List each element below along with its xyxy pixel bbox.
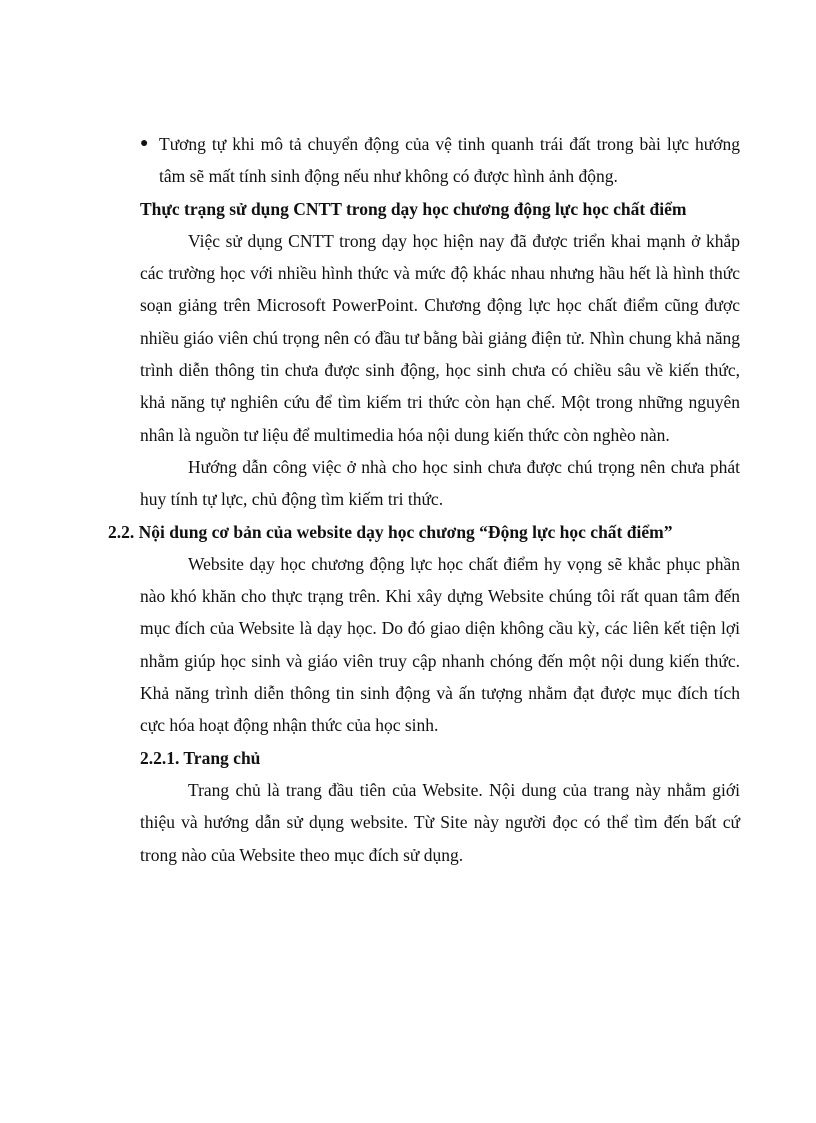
section-heading-2-2: 2.2. Nội dung cơ bản của website dạy học chương “Động lực học chất điểm” — [108, 521, 673, 542]
bullet-dot-icon: ● — [140, 136, 149, 151]
paragraph-cntt-usage: Việc sử dụng CNTT trong dạy học hiện nay đã được triển khai mạnh ở khắp các trường học với nhiều hình thức và mức độ khác nhau nhưng hầu hết là hình thức soạn giảng trên Microsoft PowerPoint. Chương động lực học chất điểm cũng được nhiều giáo viên chú trọng nên có đầu tư bằng bài giảng điện tử. Nhìn chung khả năng trình diễn thông tin chưa được sinh động, học sinh chưa có chiều sâu về kiến thức, khả năng tự nghiên cứu để tìm kiếm tri thức còn hạn chế. Một trong những nguyên nhân là nguồn tư liệu để multimedia hóa nội dung kiến thức còn nghèo nàn. — [140, 230, 740, 445]
document-page — [108, 128, 740, 871]
bullet-item — [140, 128, 740, 193]
bullet-text: Tương tự khi mô tả chuyển động của vệ tinh quanh trái đất trong bài lực hướng tâm sẽ mất tính sinh động nếu như không có được hình ảnh động. — [159, 134, 740, 187]
paragraph-website-purpose: Website dạy học chương động lực học chất điểm hy vọng sẽ khắc phục phần nào khó khăn cho thực trạng trên. Khi xây dựng Website chúng tôi rất quan tâm đến mục đích của Website là dạy học. Do đó giao diện không cầu kỳ, các liên kết tiện lợi nhằm giúp học sinh và giáo viên truy cập nhanh chóng đến một nội dung kiến thức. Khả năng trình diễn thông tin sinh động và ấn tượng nhằm đạt được mục đích tích cực hóa hoạt động nhận thức của học sinh. — [140, 553, 740, 736]
paragraph-homework-guidance: Hướng dẫn công việc ở nhà cho học sinh chưa được chú trọng nên chưa phát huy tính tự lực, chủ động tìm kiếm tri thức. — [140, 456, 740, 510]
heading-current-status: Thực trạng sử dụng CNTT trong dạy học chương động lực học chất điểm — [140, 198, 687, 219]
subsection-heading-2-2-1: 2.2.1. Trang chủ — [140, 747, 261, 768]
paragraph-homepage: Trang chủ là trang đầu tiên của Website. Nội dung của trang này nhằm giới thiệu và hướng dẫn sử dụng website. Từ Site này người đọc có thể tìm đến bất cứ trong nào của Website theo mục đích sử dụng. — [140, 779, 740, 865]
